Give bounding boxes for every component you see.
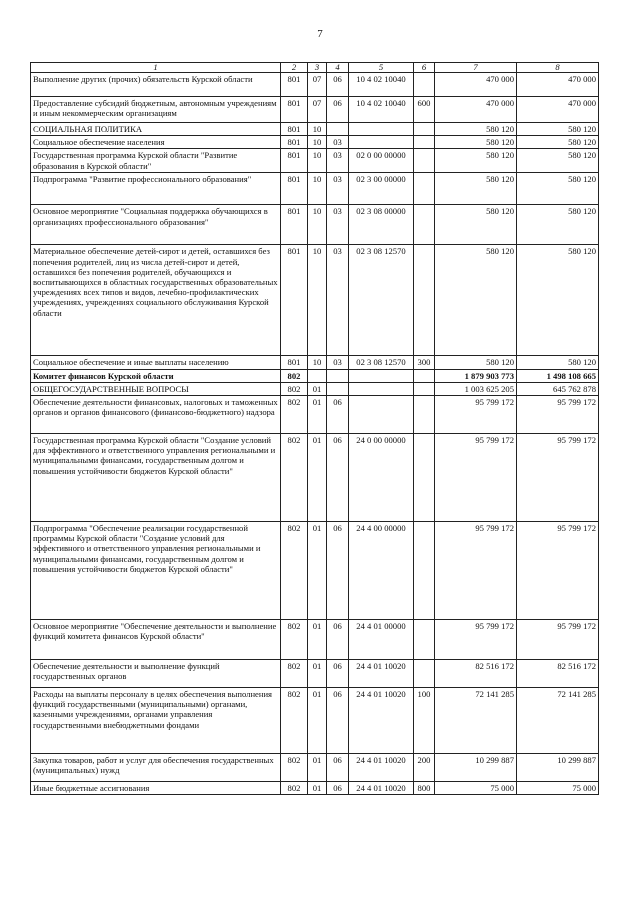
- cell-name: Государственная программа Курской области "Развитие образования в Курской области": [31, 149, 281, 173]
- cell-subsection: 06: [327, 754, 349, 782]
- cell-expense-type: [414, 434, 435, 522]
- cell-amount-year1: 72 141 285: [435, 688, 517, 754]
- cell-expense-type: [414, 245, 435, 356]
- cell-target-article: [349, 123, 414, 136]
- cell-name: Основное мероприятие "Обеспечение деятельности и выполнение функций комитета финансов Курской области": [31, 620, 281, 660]
- cell-amount-year1: 95 799 172: [435, 434, 517, 522]
- cell-code: 801: [281, 356, 308, 369]
- cell-subsection: [327, 382, 349, 395]
- cell-name: Предоставление субсидий бюджетным, автономным учреждениям и иным некоммерческим организациям: [31, 97, 281, 123]
- cell-amount-year2: 470 000: [517, 97, 599, 123]
- cell-code: 802: [281, 782, 308, 795]
- cell-expense-type: [414, 620, 435, 660]
- table-row: [31, 620, 599, 660]
- cell-section: 01: [308, 688, 327, 754]
- cell-code: 801: [281, 136, 308, 149]
- cell-subsection: 06: [327, 660, 349, 688]
- table-row: [31, 136, 599, 149]
- cell-amount-year1: 75 000: [435, 782, 517, 795]
- cell-subsection: 03: [327, 173, 349, 205]
- table-row: [31, 369, 599, 382]
- cell-subsection: 06: [327, 73, 349, 97]
- table-row: [31, 245, 599, 356]
- cell-section: 10: [308, 123, 327, 136]
- cell-target-article: 02 3 08 12570: [349, 245, 414, 356]
- cell-amount-year2: 580 120: [517, 245, 599, 356]
- cell-target-article: 24 4 00 00000: [349, 522, 414, 620]
- cell-target-article: [349, 382, 414, 395]
- cell-expense-type: [414, 205, 435, 245]
- cell-code: 802: [281, 434, 308, 522]
- cell-section: 10: [308, 173, 327, 205]
- cell-amount-year1: 95 799 172: [435, 620, 517, 660]
- cell-section: 01: [308, 660, 327, 688]
- table-row: [31, 396, 599, 434]
- cell-amount-year2: 580 120: [517, 173, 599, 205]
- cell-name: Основное мероприятие "Социальная поддержка обучающихся в организациях профессионального образования": [31, 205, 281, 245]
- cell-expense-type: 100: [414, 688, 435, 754]
- cell-code: 801: [281, 173, 308, 205]
- cell-subsection: 06: [327, 434, 349, 522]
- cell-code: 801: [281, 97, 308, 123]
- cell-subsection: 03: [327, 149, 349, 173]
- cell-section: 01: [308, 522, 327, 620]
- cell-amount-year2: 1 498 108 665: [517, 369, 599, 382]
- cell-expense-type: 300: [414, 356, 435, 369]
- cell-expense-type: [414, 396, 435, 434]
- cell-section: 01: [308, 620, 327, 660]
- table-row: [31, 205, 599, 245]
- cell-amount-year1: 470 000: [435, 73, 517, 97]
- cell-target-article: 24 4 01 10020: [349, 754, 414, 782]
- cell-amount-year1: 580 120: [435, 245, 517, 356]
- header-row: [31, 63, 599, 73]
- cell-name: Закупка товаров, работ и услуг для обеспечения государственных (муниципальных) нужд: [31, 754, 281, 782]
- cell-expense-type: 600: [414, 97, 435, 123]
- cell-amount-year1: 95 799 172: [435, 522, 517, 620]
- cell-target-article: [349, 136, 414, 149]
- cell-subsection: 03: [327, 356, 349, 369]
- cell-subsection: 06: [327, 522, 349, 620]
- cell-section: [308, 369, 327, 382]
- page-number: 7: [317, 28, 323, 40]
- cell-target-article: 24 4 01 00000: [349, 620, 414, 660]
- cell-amount-year1: 82 516 172: [435, 660, 517, 688]
- col-header-4: 4: [327, 63, 349, 73]
- cell-amount-year2: 95 799 172: [517, 434, 599, 522]
- cell-subsection: 06: [327, 620, 349, 660]
- cell-expense-type: [414, 136, 435, 149]
- cell-subsection: 06: [327, 688, 349, 754]
- cell-subsection: 03: [327, 136, 349, 149]
- cell-section: 07: [308, 97, 327, 123]
- cell-code: 802: [281, 369, 308, 382]
- cell-expense-type: [414, 73, 435, 97]
- cell-expense-type: [414, 123, 435, 136]
- cell-amount-year1: 470 000: [435, 97, 517, 123]
- cell-amount-year1: 580 120: [435, 205, 517, 245]
- cell-name: ОБЩЕГОСУДАРСТВЕННЫЕ ВОПРОСЫ: [31, 382, 281, 395]
- cell-target-article: 10 4 02 10040: [349, 97, 414, 123]
- cell-expense-type: [414, 382, 435, 395]
- cell-amount-year2: 580 120: [517, 356, 599, 369]
- cell-expense-type: [414, 149, 435, 173]
- cell-amount-year1: 580 120: [435, 123, 517, 136]
- col-header-3: 3: [308, 63, 327, 73]
- cell-name: Обеспечение деятельности и выполнение функций государственных органов: [31, 660, 281, 688]
- cell-section: 01: [308, 434, 327, 522]
- table-row: [31, 782, 599, 795]
- budget-table: [30, 62, 599, 795]
- cell-expense-type: [414, 173, 435, 205]
- cell-section: 10: [308, 205, 327, 245]
- cell-name: Подпрограмма "Развитие профессионального образования": [31, 173, 281, 205]
- table-row: [31, 73, 599, 97]
- cell-target-article: 02 3 08 12570: [349, 356, 414, 369]
- col-header-5: 5: [349, 63, 414, 73]
- cell-amount-year2: 95 799 172: [517, 396, 599, 434]
- cell-subsection: 06: [327, 396, 349, 434]
- cell-subsection: 06: [327, 97, 349, 123]
- cell-expense-type: 800: [414, 782, 435, 795]
- cell-target-article: 02 3 08 00000: [349, 205, 414, 245]
- cell-code: 801: [281, 245, 308, 356]
- col-header-8: 8: [517, 63, 599, 73]
- cell-amount-year2: 95 799 172: [517, 522, 599, 620]
- table-row: [31, 688, 599, 754]
- cell-target-article: 24 0 00 00000: [349, 434, 414, 522]
- cell-section: 10: [308, 245, 327, 356]
- cell-name: Социальное обеспечение населения: [31, 136, 281, 149]
- cell-code: 801: [281, 149, 308, 173]
- cell-amount-year2: 75 000: [517, 782, 599, 795]
- cell-name: Подпрограмма "Обеспечение реализации государственной программы Курской области "Создание условий для эффективного и ответственного управления региональными и муниципальными финансами, государственным долгом и повышения устойчивости бюджетов Курской области": [31, 522, 281, 620]
- cell-section: 01: [308, 782, 327, 795]
- cell-code: 802: [281, 660, 308, 688]
- cell-code: 801: [281, 73, 308, 97]
- col-header-6: 6: [414, 63, 435, 73]
- table-row: [31, 434, 599, 522]
- cell-section: 10: [308, 149, 327, 173]
- col-header-7: 7: [435, 63, 517, 73]
- cell-code: 802: [281, 396, 308, 434]
- cell-subsection: 03: [327, 245, 349, 356]
- cell-name: Обеспечение деятельности финансовых, налоговых и таможенных органов и органов финансового (финансово-бюджетного) надзора: [31, 396, 281, 434]
- table-row: [31, 123, 599, 136]
- cell-code: 802: [281, 754, 308, 782]
- cell-target-article: 24 4 01 10020: [349, 688, 414, 754]
- cell-name: Комитет финансов Курской области: [31, 369, 281, 382]
- cell-name: Социальное обеспечение и иные выплаты населению: [31, 356, 281, 369]
- cell-target-article: 24 4 01 10020: [349, 782, 414, 795]
- cell-subsection: 06: [327, 782, 349, 795]
- cell-amount-year1: 580 120: [435, 356, 517, 369]
- cell-amount-year2: 470 000: [517, 73, 599, 97]
- cell-amount-year2: 580 120: [517, 205, 599, 245]
- cell-target-article: 24 4 01 10020: [349, 660, 414, 688]
- cell-subsection: [327, 369, 349, 382]
- cell-section: 10: [308, 356, 327, 369]
- cell-section: 07: [308, 73, 327, 97]
- cell-amount-year1: 95 799 172: [435, 396, 517, 434]
- cell-amount-year1: 580 120: [435, 136, 517, 149]
- cell-expense-type: 200: [414, 754, 435, 782]
- cell-section: 01: [308, 754, 327, 782]
- table-row: [31, 382, 599, 395]
- cell-amount-year2: 580 120: [517, 149, 599, 173]
- cell-amount-year1: 580 120: [435, 149, 517, 173]
- cell-code: 802: [281, 382, 308, 395]
- cell-name: Государственная программа Курской области "Создание условий для эффективного и ответственного управления региональными и муниципальными финансами, государственным долгом и повышения устойчивости бюджетов Курской области": [31, 434, 281, 522]
- cell-amount-year1: 10 299 887: [435, 754, 517, 782]
- cell-target-article: [349, 369, 414, 382]
- table-row: [31, 660, 599, 688]
- cell-section: 01: [308, 396, 327, 434]
- table-row: [31, 149, 599, 173]
- cell-code: 802: [281, 620, 308, 660]
- cell-target-article: 02 3 00 00000: [349, 173, 414, 205]
- cell-amount-year2: 95 799 172: [517, 620, 599, 660]
- table-row: [31, 356, 599, 369]
- cell-section: 01: [308, 382, 327, 395]
- table-row: [31, 97, 599, 123]
- cell-amount-year2: 82 516 172: [517, 660, 599, 688]
- cell-subsection: 03: [327, 205, 349, 245]
- table-row: [31, 522, 599, 620]
- cell-expense-type: [414, 369, 435, 382]
- cell-amount-year2: 10 299 887: [517, 754, 599, 782]
- cell-name: Иные бюджетные ассигнования: [31, 782, 281, 795]
- cell-amount-year2: 580 120: [517, 136, 599, 149]
- cell-amount-year2: 72 141 285: [517, 688, 599, 754]
- cell-name: СОЦИАЛЬНАЯ ПОЛИТИКА: [31, 123, 281, 136]
- cell-target-article: 02 0 00 00000: [349, 149, 414, 173]
- table-row: [31, 173, 599, 205]
- cell-code: 802: [281, 688, 308, 754]
- table-row: [31, 754, 599, 782]
- cell-amount-year1: 1 879 903 773: [435, 369, 517, 382]
- cell-code: 802: [281, 522, 308, 620]
- cell-subsection: [327, 123, 349, 136]
- cell-expense-type: [414, 660, 435, 688]
- cell-name: Расходы на выплаты персоналу в целях обеспечения выполнения функций государственными (муниципальными) органами, казенными учреждениями, органами управления государственными внебюджетными фондами: [31, 688, 281, 754]
- cell-amount-year2: 645 762 878: [517, 382, 599, 395]
- cell-amount-year1: 1 003 625 205: [435, 382, 517, 395]
- col-header-2: 2: [281, 63, 308, 73]
- cell-target-article: [349, 396, 414, 434]
- cell-name: Материальное обеспечение детей-сирот и детей, оставшихся без попечения родителей, лиц из числа детей-сирот и детей, оставшихся без попечения родителей, обучающихся и воспитывающихся в областных государственных образовательных учреждениях всех типов и видов, лечебно-профилактических учреждениях, учреждениях социального обслуживания Курской области: [31, 245, 281, 356]
- cell-code: 801: [281, 205, 308, 245]
- cell-target-article: 10 4 02 10040: [349, 73, 414, 97]
- cell-expense-type: [414, 522, 435, 620]
- cell-amount-year1: 580 120: [435, 173, 517, 205]
- cell-amount-year2: 580 120: [517, 123, 599, 136]
- col-header-1: 1: [31, 63, 281, 73]
- table-body: [31, 73, 599, 795]
- cell-section: 10: [308, 136, 327, 149]
- cell-name: Выполнение других (прочих) обязательств Курской области: [31, 73, 281, 97]
- cell-code: 801: [281, 123, 308, 136]
